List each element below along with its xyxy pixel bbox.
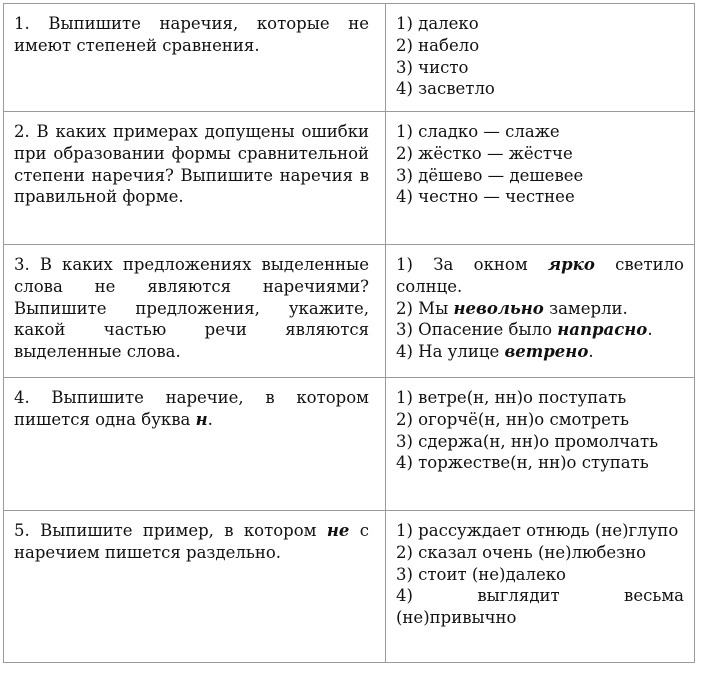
option: 4) выглядит весьма (не)привычно — [396, 586, 684, 628]
highlighted-word: ветрено — [504, 342, 589, 362]
option: 2) жёстко — жёстче — [396, 143, 573, 163]
option: 4) засветло — [396, 79, 495, 99]
table-row — [4, 4, 695, 112]
option: 1) сладко — слаже — [396, 122, 560, 141]
option-text: 4) На улице — [396, 342, 505, 362]
option-text: 1) За окном — [396, 255, 548, 274]
options-5 — [386, 511, 695, 663]
options-1 — [386, 4, 695, 112]
option: 1) рассуждает отнюдь (не)глупо — [396, 521, 679, 540]
option: 2) набело — [396, 35, 480, 55]
options-4 — [386, 378, 695, 511]
option: 4) торжестве(н, нн)о ступать — [396, 453, 649, 473]
option-text: замерли. — [543, 298, 628, 318]
option — [396, 341, 684, 363]
table-row — [4, 112, 695, 245]
highlighted-word: напрасно — [557, 320, 648, 340]
option: 2) огорчё(н, нн)о смотреть — [396, 409, 630, 429]
tasks-table — [3, 3, 695, 663]
highlighted-word: невольно — [453, 298, 544, 318]
question-text: с наречием пишется раздельно. — [14, 521, 369, 562]
table-row — [4, 378, 695, 511]
table-row — [4, 511, 695, 663]
option: 1) далеко — [396, 14, 479, 33]
option-text: 2) Мы — [396, 298, 454, 318]
option — [396, 254, 684, 298]
option: 4) честно — честнее — [396, 187, 575, 207]
table-row — [4, 245, 695, 378]
question-text: 4. Выпишите наречие, в котором пишется одна буква — [14, 388, 369, 429]
option — [396, 319, 684, 341]
question-4 — [4, 378, 386, 511]
option-text: 3) Опасение было — [396, 320, 558, 340]
option-text: . — [647, 320, 653, 340]
highlighted-word: не — [326, 521, 350, 540]
question-5 — [4, 511, 386, 663]
option: 1) ветре(н, нн)о поступать — [396, 388, 627, 407]
option: 3) стоит (не)далеко — [396, 564, 566, 584]
question-text: 5. Выпишите пример, в котором — [14, 521, 327, 540]
option: 3) дёшево — дешевее — [396, 165, 584, 185]
option: 3) сдержа(н, нн)о промолчать — [396, 431, 659, 451]
option — [396, 298, 684, 320]
question-2: 2. В каких примерах допущены ошибки при образовании формы сравнительной степени наречия? Выпишите наречия в правильной форме. — [4, 112, 386, 245]
highlighted-word: ярко — [548, 255, 595, 274]
question-1: 1. Выпишите наречия, которые не имеют степеней сравнения. — [4, 4, 386, 112]
question-text: . — [207, 409, 213, 429]
question-3: 3. В каких предложениях выделенные слова не являются наречиями? Выпишите предложения, укажите, какой частью речи являются выделенные слова. — [4, 245, 386, 378]
option-text: светило солнце. — [396, 255, 684, 296]
option: 2) сказал очень (не)любезно — [396, 542, 647, 562]
options-3 — [386, 245, 695, 378]
option: 3) чисто — [396, 57, 469, 77]
options-2 — [386, 112, 695, 245]
option-text: . — [588, 342, 594, 362]
highlighted-letter: н — [195, 409, 208, 429]
